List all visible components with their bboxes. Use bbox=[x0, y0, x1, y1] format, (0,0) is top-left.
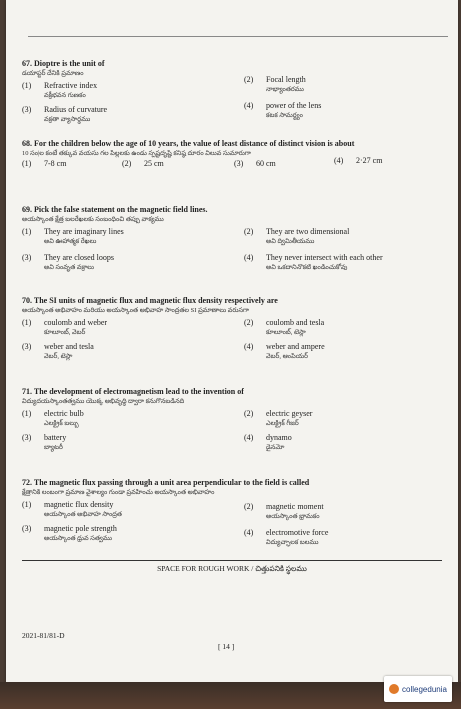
option-4: (4) 2·27 cm bbox=[334, 156, 383, 165]
question-67 bbox=[22, 58, 442, 131]
option-2: (2) coulomb and tesla కూలూంబ్, టెస్లా bbox=[244, 318, 325, 336]
question-71 bbox=[22, 386, 442, 463]
watermark-logo bbox=[384, 676, 452, 702]
option-4: (4) power of the lens కటక సామర్థ్యం bbox=[244, 101, 322, 119]
option-2: (2) magnetic moment అయస్కాంత భ్రామకం bbox=[244, 502, 324, 520]
question-70 bbox=[22, 295, 442, 372]
question-text: 68. For the children below the age of 10 years, the value of least distance of distinct vision is about bbox=[22, 139, 355, 148]
rough-work-label: SPACE FOR ROUGH WORK / చిత్తుపనికి స్థలము bbox=[22, 560, 442, 575]
option-2: (2) Focal length నాభ్యాంతరము bbox=[244, 75, 306, 93]
option-1: (1) 7-8 cm bbox=[22, 159, 67, 168]
question-text: 69. Pick the false statement on the magnetic field lines. bbox=[22, 205, 208, 214]
option-2: (2) 25 cm bbox=[122, 159, 164, 168]
option-3: (3) weber and tesla వెబర్, టెస్లా bbox=[22, 342, 94, 360]
option-3: (3) battery బ్యాటరీ bbox=[22, 433, 67, 451]
question-text-telugu: డయాప్టర్ దేనికి ప్రమాణం bbox=[22, 70, 84, 77]
question-text: 67. Dioptre is the unit of bbox=[22, 59, 105, 68]
question-text-telugu: 10 సం|ల కంటే తక్కువ వయసు గల పిల్లలకు ఉండు స్పష్టదృష్టి కనిష్ఠ దూరం విలువ సుమారుగా bbox=[22, 150, 251, 157]
option-4: (4) weber and ampere వెబర్, ఆంపియర్ bbox=[244, 342, 325, 360]
logo-text: collegedunia bbox=[402, 684, 447, 694]
question-text: 71. The development of electromagnetism lead to the invention of bbox=[22, 387, 244, 396]
option-3: (3) Radius of curvature వక్రతా వ్యాసార్థము bbox=[22, 105, 108, 123]
option-1: (1) They are imaginary lines అవి ఊహాత్మక రేఖలు bbox=[22, 227, 124, 245]
option-2: (2) electric geyser ఎలక్ట్రిక్ గీజర్ bbox=[244, 409, 313, 427]
question-text: 70. The SI units of magnetic flux and magnetic flux density respectively are bbox=[22, 296, 278, 305]
option-1: (1) Refractive index వక్రీభవన గుణకం bbox=[22, 81, 98, 99]
option-4: (4) electromotive force విద్యుచ్ఛాలక బలము bbox=[244, 528, 329, 546]
option-1: (1) magnetic flux density అయస్కాంత అభివాహ సాంద్రత bbox=[22, 500, 122, 518]
question-text: 72. The magnetic flux passing through a unit area perpendicular to the field is called bbox=[22, 478, 310, 487]
page-number: [ 14 ] bbox=[218, 642, 235, 651]
option-1: (1) coulomb and weber కూలూంబ్, వెబర్ bbox=[22, 318, 108, 336]
logo-icon bbox=[389, 684, 399, 694]
question-text-telugu: క్షేత్రానికి లంబంగా ప్రమాణ వైశాల్యం గుండా ప్రవహించు అయస్కాంత అభివాహం bbox=[22, 489, 215, 496]
paper-code: 2021-81/81-D bbox=[22, 631, 65, 640]
option-4: (4) dynamo డైనమో bbox=[244, 433, 292, 451]
option-1: (1) electric bulb ఎలక్ట్రిక్ బల్బు bbox=[22, 409, 84, 427]
question-68 bbox=[22, 138, 442, 171]
divider bbox=[28, 36, 448, 37]
question-text-telugu: అయస్కాంత క్షేత్ర బలరేఖలకు సంబంధించి తప్పు వాక్యము bbox=[22, 216, 164, 223]
option-3: (3) magnetic pole strength అయస్కాంత ధ్రువ సత్వము bbox=[22, 524, 117, 542]
option-4: (4) They never intersect with each other అవి ఒకదానినొకటి ఖండించుకోవు bbox=[244, 253, 383, 271]
option-3: (3) 60 cm bbox=[234, 159, 276, 168]
question-69 bbox=[22, 204, 442, 285]
question-text-telugu: అయస్కాంత అభివాహం మరియు అయస్కాంత అభివాహ సాంద్రతల SI ప్రమాణాలు వరుసగా bbox=[22, 307, 249, 314]
option-2: (2) They are two dimensional అవి ద్విమితీయము bbox=[244, 227, 350, 245]
option-3: (3) They are closed loops అవి సంవృత వక్రాలు bbox=[22, 253, 114, 271]
question-72 bbox=[22, 477, 442, 554]
question-text-telugu: విద్యుదయస్కాంతత్వము యొక్క అభివృద్ధి ద్వారా కనుగొనబడినది bbox=[22, 398, 185, 405]
